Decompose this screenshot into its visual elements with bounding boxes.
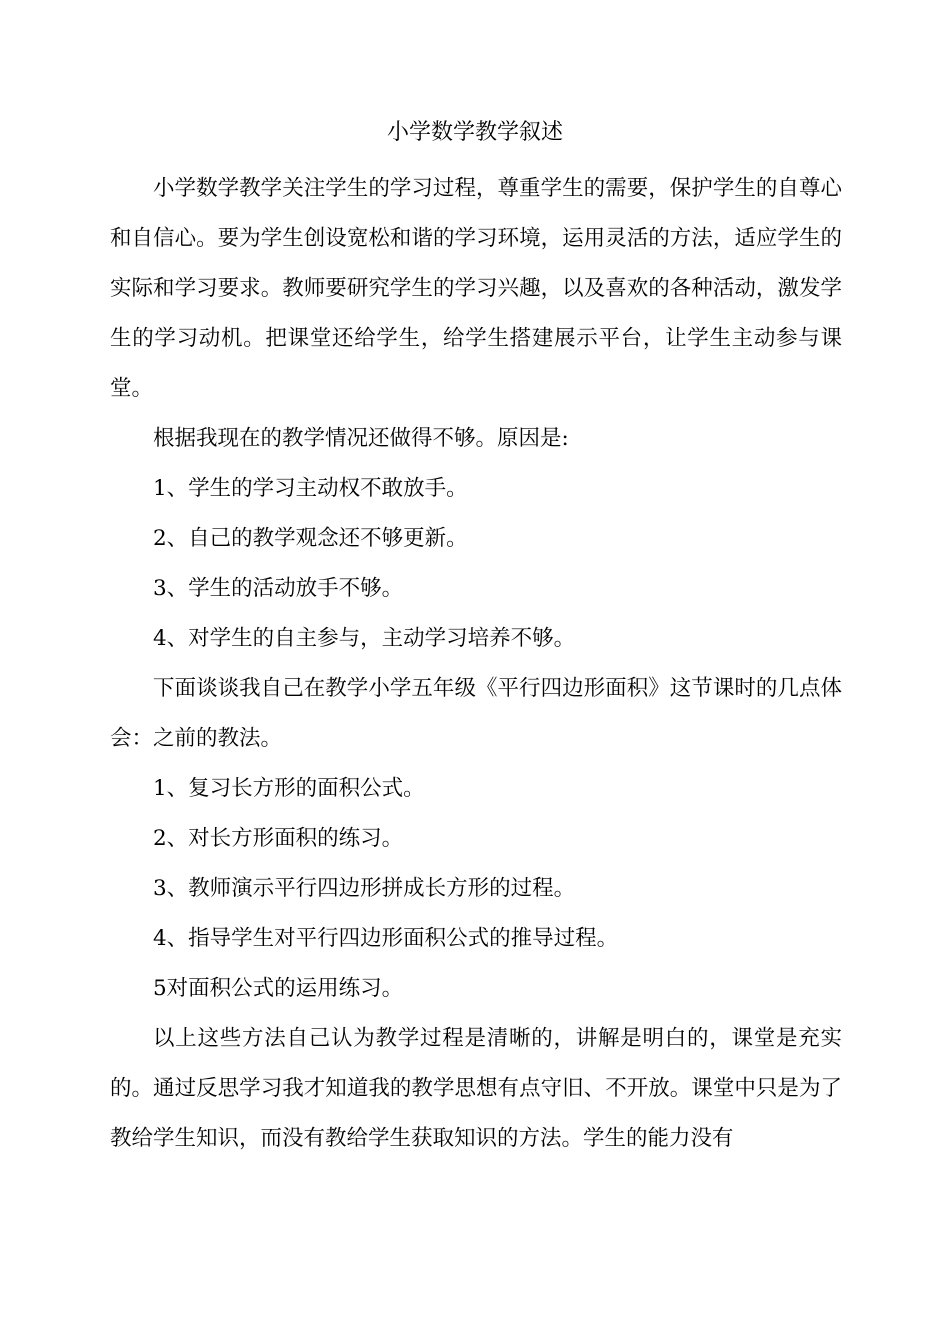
paragraph-intro: 小学数学教学关注学生的学习过程，尊重学生的需要，保护学生的自尊心和自信心。要为学生创设宽松和谐的学习环境，运用灵活的方法，适应学生的实际和学习要求。教师要研究学生的学习兴趣，以及喜欢的各种活动，激发学生的学习动机。把课堂还给学生，给学生搭建展示平台，让学生主动参与课堂。 [110, 176, 842, 401]
list-item-method-1: 1、复习长方形的面积公式。 [153, 776, 425, 801]
list-item-method-5: 5对面积公式的运用练习。 [153, 976, 404, 1001]
list-item-reason-1: 1、学生的学习主动权不敢放手。 [153, 476, 468, 501]
paragraph-reflection: 以上这些方法自己认为教学过程是清晰的，讲解是明白的，课堂是充实的。通过反思学习我才知道我的教学思想有点守旧、不开放。课堂中只是为了教给学生知识，而没有教给学生获取知识的方法。学生的能力没有 [110, 1026, 842, 1151]
paragraph-method-lead: 下面谈谈我自己在教学小学五年级《平行四边形面积》这节课时的几点体会：之前的教法。 [110, 676, 842, 751]
list-item-method-4: 4、指导学生对平行四边形面积公式的推导过程。 [153, 926, 619, 951]
list-item-reason-3: 3、学生的活动放手不够。 [153, 576, 404, 601]
document-body [110, 164, 842, 1164]
list-item-method-2: 2、对长方形面积的练习。 [153, 826, 404, 851]
list-item-method-3: 3、教师演示平行四边形拼成长方形的过程。 [153, 876, 576, 901]
list-item-reason-2: 2、自己的教学观念还不够更新。 [153, 526, 468, 551]
paragraph-reasons-lead: 根据我现在的教学情况还做得不够。原因是: [153, 426, 569, 451]
list-item-reason-4: 4、对学生的自主参与，主动学习培养不够。 [153, 626, 576, 651]
document-title: 小学数学教学叙述 [386, 120, 563, 145]
